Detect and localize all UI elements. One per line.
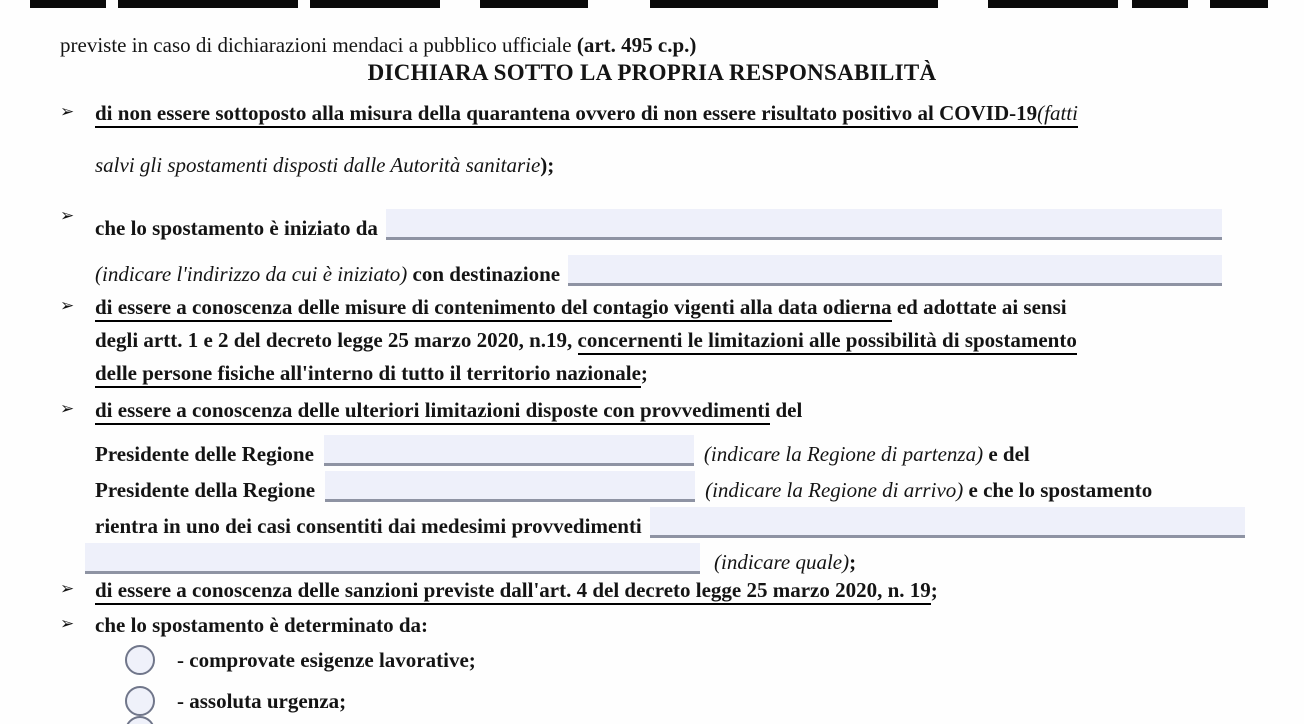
radio-absolute-urgency[interactable] [125, 686, 155, 716]
page-title: DICHIARA SOTTO LA PROPRIA RESPONSABILITÀ [367, 60, 937, 85]
bullet2-line2 [95, 250, 1222, 287]
bullet4-line2 [95, 430, 1245, 467]
bullet2-line1 [95, 204, 1222, 241]
option-row-urgency [125, 686, 346, 716]
sanctions-clause: di essere a conoscenza delle sanzioni previste dall'art. 4 del decreto legge 25 marzo 2020, n. 19 [95, 578, 931, 605]
intro-line [60, 32, 696, 58]
bullet4-close: ; [849, 550, 857, 574]
health-authority-note: salvi gli spostamenti disposti dalle Autorità sanitarie [95, 153, 541, 177]
departure-hint: (indicare l'indirizzo da cui è iniziato) [95, 262, 408, 286]
region-from-field[interactable] [324, 435, 694, 466]
bullet5-line [95, 577, 938, 603]
movement-reason-label: che lo spostamento è determinato da: [95, 613, 429, 637]
region-to-hint: (indicare la Regione di arrivo) [705, 478, 964, 502]
option-urgency-label: - assoluta urgenza; [177, 688, 347, 713]
bullet-arrow-icon: ➢ [60, 102, 75, 121]
region-from-hint: (indicare la Regione di partenza) [703, 442, 984, 466]
bullet1-line1 [95, 100, 1078, 126]
bullet-arrow-icon: ➢ [60, 579, 75, 598]
redaction-bar [118, 0, 298, 8]
destination-label: con destinazione [407, 262, 561, 286]
allowed-case-field[interactable] [650, 507, 1245, 538]
bullet6-line [95, 612, 428, 638]
bullet4-line4 [95, 502, 1245, 539]
redaction-bar [310, 0, 440, 8]
bullet-arrow-icon: ➢ [60, 206, 75, 225]
movement-limits-clause: concernenti le limitazioni alle possibilità di spostamento [578, 328, 1077, 355]
redaction-bar [30, 0, 106, 8]
bullet3-line3 [95, 360, 648, 386]
bullet5-close: ; [930, 578, 938, 602]
bullet3-line1 [95, 294, 1067, 320]
option-row-partial [125, 716, 177, 724]
radio-work-reasons[interactable] [125, 645, 155, 675]
destination-field[interactable] [568, 255, 1222, 286]
bullet1-line2 [95, 152, 554, 178]
containment-measures-rest: ed adottate ai sensi [891, 295, 1067, 319]
radio-partial[interactable] [125, 716, 155, 724]
region-to-rest: e che lo spostamento [963, 478, 1153, 502]
bullet-arrow-icon: ➢ [60, 296, 75, 315]
bullet-arrow-icon: ➢ [60, 614, 75, 633]
further-limits-rest: del [770, 398, 803, 422]
intro-article-ref: (art. 495 c.p.) [576, 33, 697, 57]
which-case-hint: (indicare quale) [714, 550, 850, 574]
redaction-bar [1210, 0, 1268, 8]
bullet4-line3 [95, 466, 1245, 503]
redaction-bar [650, 0, 938, 8]
bullet3-close: ; [640, 361, 648, 385]
bullet3-line2 [95, 327, 1077, 353]
further-limits-clause: di essere a conoscenza delle ulteriori limitazioni disposte con provvedimenti [95, 398, 770, 425]
allowed-case-field-2[interactable] [85, 543, 700, 574]
bullet-arrow-icon: ➢ [60, 399, 75, 418]
redaction-bar [1132, 0, 1188, 8]
region-to-label: Presidente della Regione [95, 478, 316, 502]
quarantine-clause: di non essere sottoposto alla misura della quarantena ovvero di non essere risultato positivo al COVID-19 [95, 101, 1038, 125]
option-work-label: - comprovate esigenze lavorative; [177, 647, 476, 672]
containment-measures-clause: di essere a conoscenza delle misure di contenimento del contagio vigenti alla data odierna [95, 295, 892, 322]
region-to-field[interactable] [325, 471, 695, 502]
decree-reference: degli artt. 1 e 2 del decreto legge 25 marzo 2020, n.19, [95, 328, 578, 352]
bullet4-line5 [85, 538, 1235, 575]
national-territory-clause: delle persone fisiche all'interno di tutto il territorio nazionale [95, 361, 641, 388]
intro-text: previste in caso di dichiarazioni mendaci a pubblico ufficiale [60, 33, 577, 57]
departure-address-field[interactable] [386, 209, 1222, 240]
allowed-case-label: rientra in uno dei casi consentiti dai medesimi provvedimenti [95, 514, 642, 538]
option-row-work [125, 645, 476, 675]
quarantine-clause-open-paren: (fatti [1037, 101, 1078, 125]
redaction-bar [988, 0, 1118, 8]
redaction-bar [480, 0, 588, 8]
bullet1-close: ); [540, 153, 555, 177]
region-from-rest: e del [983, 442, 1030, 466]
bullet4-line1 [95, 397, 802, 423]
movement-start-label: che lo spostamento è iniziato da [95, 216, 378, 240]
region-from-label: Presidente delle Regione [95, 442, 314, 466]
